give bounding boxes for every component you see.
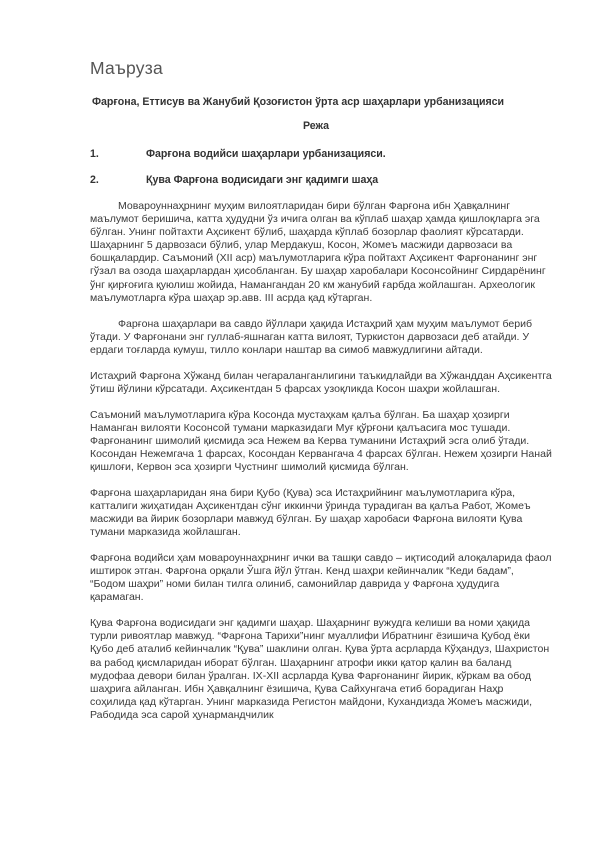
paragraph: Мовароуннаҳрнинг муҳим вилоятларидан бири бўлган Фарғона ибн Ҳавқалнинг маълумот беришича, катта ҳудудни ўз ичига олган ва кўплаб шаҳар ҳамда қишлоқларга эга бўлган. Унинг пойтахти Аҳсикент бўлиб, шаҳарда кўплаб бозорлар фаолият кўрсатарди. Шаҳарнинг 5 дарвозаси бўлиб, улар Мердакуш, Косон, Жомеъ масжиди дарвозаси ва бошқалардир. Саъмоний (XII аср) маълумотларига кўра пойтахт Аҳсикент Фарғонанинг энг гўзал ва озода шаҳарлардан ҳисобланган. Бу шаҳар харобалари Косонсойнинг Сирдарёнинг ўнг қирғоғига қуюлиш жойида, Намангандан 20 км жанубий ғарбда жойлашган. Археологик маълумотларга кўра шаҳар эр.авв. III асрда қад кўтарган.: [90, 200, 546, 304]
document-heading: Маъруза: [90, 58, 163, 78]
plan-item-text: Қува Фарғона водисидаги энг қадимги шаҳа: [146, 174, 379, 186]
paragraph: Саъмоний маълумотларига кўра Косонда мустаҳкам қалъа бўлган. Ба шаҳар ҳозирги Наманган вилояти Косонсой тумани марказидаги Муғ қўрғони қалъасига мос тушади. Фарғонанинг шимолий қисмида эса Нежем ва Керва туманини Истаҳрий эсга олиб ўтади. Косондан Нежемгача 1 фарсах, Косондан Кервангача 4 фарсах бўлган. Нежем ҳозирги Нанай қишлоғи, Кервон эса ҳозирги Чустнинг шимолий қисмида бўлган.: [90, 408, 552, 473]
plan-title: Режа: [302, 120, 330, 132]
paragraph: Қува Фарғона водисидаги энг қадимги шаҳар. Шаҳарнинг вужудга келиши ва номи ҳақида турли ривоятлар мавжуд. “Фарғона Тарихи”нинг муаллифи Ибратнинг ёзишича Қубод ёки Қубо деб аталиб кейинчалик “Қува” шаклини олган. Қува ўрта асрларда Кўҳандуз, Шахристон ва рабод қисмларидан иборат бўлган. Шаҳарнинг атрофи икки қатор қалин ва баланд мудофаа девори билан ўралган. IX-XII асрларда Қува Фарғонанинг йирик, кўркам ва обод шаҳрига айланган. Ибн Ҳавқалнинг ёзишича, Қува Сайхунгача етиб боpадиган Наҳр соҳилида қад кўтарган. Унинг марказида Регистон майдони, Кухандизда Жомеъ масжиди, Рабодида эса сарой ҳунармандчилик: [90, 617, 550, 721]
plan-item-number: 1.: [90, 148, 99, 160]
paragraph: Фарғона водийси ҳам мовароуннаҳрнинг ички ва ташқи савдо – иқтисодий алоқаларида фаол иштирок этган. Фарғона орқали Ўшга йўл ўтган. Кенд шаҳри кейинчалик “Кеди бадам”, “Бодом шаҳри” номи билан тилга олиниб, самонийлар даврида у Фарғона ҳудудига қарамаган.: [90, 552, 552, 604]
paragraph: Фарғона шаҳарларидан яна бири Қубо (Қува) эса Истаҳрийнинг маълумотларига кўра, катталиги жиҳатидан Аҳсикентдан сўнг иккинчи ўринда турадиган ва қалъа Работ, Жомеъ масжиди ва йирик бозорлари мавжуд бўлган. Бу шаҳар харобаси Фарғона вилояти Қува тумани марказида жойлашган.: [90, 486, 531, 539]
paragraph: Истаҳрий Фарғона Хўжанд билан чегаралангaнлигини таъкидлайди ва Хўжанддан Аҳсикентга ўтиш йўлини кўрсатади. Аҳсикентдан 5 фарсах узоқликда Косон шаҳри жойлашган.: [90, 369, 552, 395]
plan-item-text: Фарғона водийси шаҳарлари урбанизацияси.: [146, 148, 386, 160]
paragraph: Фарғона шаҳарлари ва савдо йўллари ҳақида Истаҳрий ҳам муҳим маълумот бериб ўтади. У Фарғонани энг гуллаб-яшнаган катта вилоят, Туркистон дарвозаси деб атайди. У ердаги тоғларда кумуш, тилло конлари наштар ва симоб мавжудлигини айтади.: [90, 317, 533, 356]
plan-item-number: 2.: [90, 174, 99, 186]
document-subtitle: Фарғона, Еттисув ва Жанубий Қозоғистон ўрта аср шаҳарлари урбанизацияси: [91, 96, 505, 108]
document-body: [90, 200, 552, 735]
